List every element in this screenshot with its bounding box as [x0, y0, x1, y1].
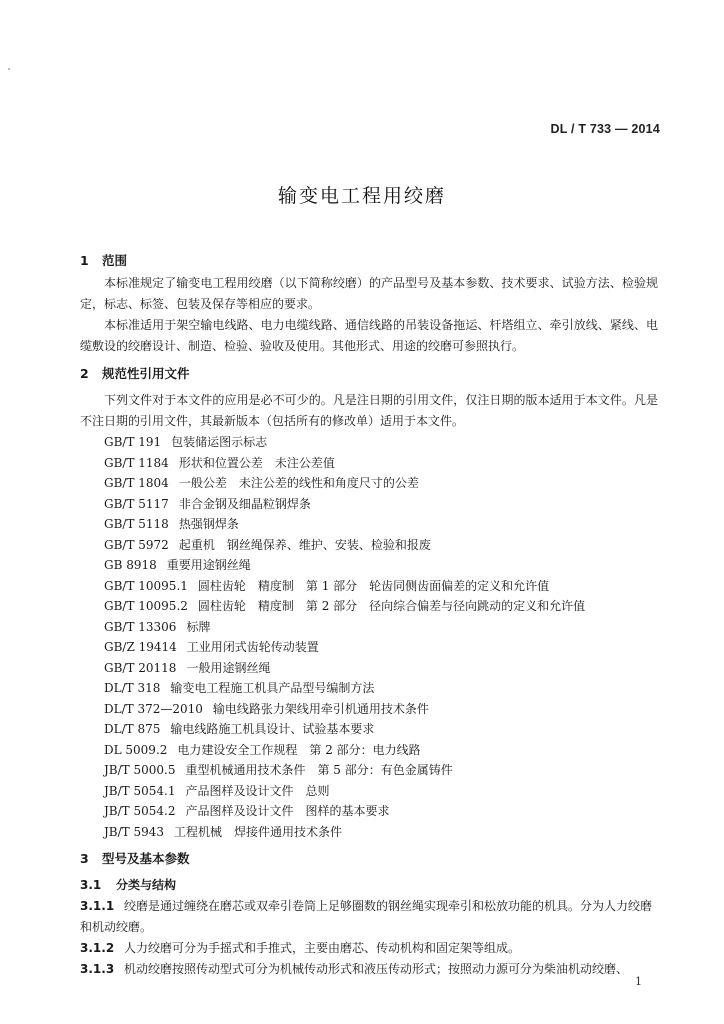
reference-title: 输电线路施工机具设计、试验基本要求: [170, 722, 375, 736]
reference-title: 非合金钢及细晶粒钢焊条: [178, 496, 311, 511]
section-number: 3: [80, 851, 89, 866]
reference-code: JB/T 5000.5: [104, 763, 176, 777]
section-2-heading: [80, 362, 658, 386]
reference-title: 形状和位置公差 未注公差值: [178, 455, 335, 470]
reference-item: [80, 637, 658, 658]
subsection-title: 分类与结构: [116, 878, 177, 892]
reference-item: [80, 432, 658, 453]
reference-code: GB/T 10095.2: [104, 599, 188, 613]
page-number: 1: [635, 975, 642, 988]
document-title: 输变电工程用绞磨: [277, 185, 446, 207]
reference-item: [80, 719, 658, 740]
scope-paragraph-1: 本标准规定了输变电工程用绞磨（以下简称绞磨）的产品型号及基本参数、技术要求、试验方法、检验规定，标志、标签、包装及保存等相应的要求。: [80, 276, 658, 311]
reference-code: JB/T 5054.1: [104, 783, 176, 798]
subsection-3-1-heading: [80, 875, 658, 896]
reference-title: 热强钢焊条: [178, 517, 239, 531]
clause-text: 绞磨是通过缠绕在磨芯或双牵引卷筒上足够圈数的钢丝绳实现牵引和松放功能的机具。分为人力绞磨和机动绞磨。: [80, 899, 653, 934]
reference-item: [80, 555, 658, 576]
scan-speck: [8, 68, 10, 70]
reference-item: [80, 576, 658, 597]
document-body: [80, 249, 658, 980]
reference-title: 输电线路张力架线用牵引机通用技术条件: [212, 701, 429, 716]
reference-title: 圆柱齿轮 精度制 第 1 部分 轮齿同侧齿面偏差的定义和允许值: [197, 578, 550, 593]
reference-code: GB/T 20118: [104, 660, 177, 675]
reference-title: 起重机 钢丝绳保养、维护、安装、检验和报废: [178, 537, 431, 552]
clause-number: 3.1.1: [80, 899, 115, 913]
clause-3-1-2: [80, 938, 658, 959]
reference-item: [80, 617, 658, 638]
reference-title: 重要用途钢丝绳: [166, 558, 251, 572]
reference-title: 电力建设安全工作规程 第 2 部分：电力线路: [177, 742, 421, 757]
section-number: 2: [80, 366, 89, 381]
reference-code: GB/Z 19414: [104, 640, 177, 654]
section-title: 范围: [102, 253, 128, 268]
reference-code: DL/T 318: [104, 681, 161, 695]
reference-title: 圆柱齿轮 精度制 第 2 部分 径向综合偏差与径向跳动的定义和允许值: [197, 599, 586, 613]
reference-title: 工业用闭式齿轮传动装置: [186, 640, 319, 654]
reference-code: GB 8918: [104, 558, 157, 572]
reference-title: 产品图样及设计文件 总则: [185, 783, 330, 798]
reference-title: 输变电工程施工机具产品型号编制方法: [170, 681, 375, 695]
reference-title: 工程机械 焊接件通用技术条件: [174, 824, 343, 839]
section-3-heading: [80, 847, 658, 871]
reference-code: GB/T 10095.1: [104, 578, 188, 593]
subsection-number: 3.1: [80, 878, 102, 892]
reference-item: [80, 699, 658, 720]
reference-code: GB/T 5117: [104, 496, 169, 511]
reference-item: [80, 822, 658, 843]
reference-code: GB/T 1184: [104, 455, 169, 470]
standard-code: DL / T 733 — 2014: [550, 122, 660, 136]
reference-item: [80, 781, 658, 802]
reference-code: GB/T 5118: [104, 517, 169, 531]
clause-3-1-1: [80, 896, 658, 938]
reference-title: 重型机械通用技术条件 第 5 部分：有色金属铸件: [185, 763, 453, 777]
reference-item: [80, 473, 658, 494]
reference-item: [80, 494, 658, 515]
section-1-heading: [80, 249, 658, 273]
section-number: 1: [80, 253, 89, 268]
reference-title: 标牌: [186, 619, 211, 634]
references-intro: 下列文件对于本文件的应用是必不可少的。凡是注日期的引用文件，仅注日期的版本适用于本文件。凡是不注日期的引用文件，其最新版本（包括所有的修改单）适用于本文件。: [80, 393, 658, 428]
reference-title: 包装储运图示标志: [171, 435, 268, 449]
clause-number: 3.1.3: [80, 962, 115, 976]
scope-paragraph-2: 本标准适用于架空输电线路、电力电缆线路、通信线路的吊装设备拖运、杆塔组立、牵引放线、紧线、电缆敷设的绞磨设计、制造、检验、验收及使用。其他形式、用途的绞磨可参照执行。: [80, 318, 658, 353]
reference-item: [80, 760, 658, 781]
reference-item: [80, 535, 658, 556]
reference-title: 产品图样及设计文件 图样的基本要求: [185, 804, 390, 818]
section-title: 规范性引用文件: [102, 366, 190, 381]
section-title: 型号及基本参数: [102, 851, 190, 866]
reference-title: 一般用途钢丝绳: [186, 660, 271, 675]
reference-list: [80, 432, 658, 842]
reference-item: [80, 453, 658, 474]
reference-code: GB/T 5972: [104, 537, 169, 552]
reference-item: [80, 740, 658, 761]
clause-3-1-3: [80, 959, 658, 980]
clause-text: 机动绞磨按照传动型式可分为机械传动形式和液压传动形式；按照动力源可分为柴油机动绞磨、: [124, 962, 629, 976]
reference-code: DL/T 875: [104, 722, 161, 736]
reference-code: GB/T 13306: [104, 619, 177, 634]
reference-item: [80, 801, 658, 822]
reference-code: DL/T 372—2010: [104, 701, 203, 716]
reference-code: JB/T 5054.2: [104, 804, 176, 818]
clause-text: 人力绞磨可分为手摇式和手推式，主要由磨芯、传动机构和固定架等组成。: [124, 941, 521, 955]
reference-title: 一般公差 未注公差的线性和角度尺寸的公差: [178, 476, 419, 490]
reference-item: [80, 678, 658, 699]
reference-code: GB/T 191: [104, 435, 162, 449]
reference-item: [80, 658, 658, 679]
reference-code: GB/T 1804: [104, 476, 169, 490]
reference-code: JB/T 5943: [104, 824, 165, 839]
reference-item: [80, 514, 658, 535]
reference-code: DL 5009.2: [104, 742, 168, 757]
clause-number: 3.1.2: [80, 941, 115, 955]
reference-item: [80, 596, 658, 617]
